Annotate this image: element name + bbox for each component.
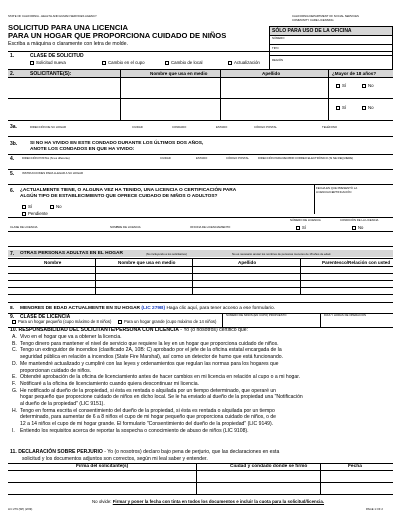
certification-text: Obtendré aprobación de la oficina de licenciamiento antes de hacer cambios en mi licencia en relación al cupo o a mi hogar. xyxy=(20,374,301,381)
certification-text: determinado, para aumentar de 6 a 8 niños el cupo de mi hogar pequeño que proporciona cuidado de niños, o de xyxy=(20,414,277,421)
certification-text: Me mantendré actualizado y cumpliré con las leyes y ordenamientos que regulan las normas para los hogares que xyxy=(20,360,279,367)
section6-number: 6. xyxy=(10,188,15,194)
mailing-address-label: DIRECCIÓN POSTAL (Si es diferente) xyxy=(22,156,70,160)
license-status-yes[interactable]: Sí xyxy=(296,226,306,231)
option-label: Actualización xyxy=(234,60,260,65)
small-home-option[interactable]: Para un hogar pequeño (cupo máximo de 8 niños) xyxy=(12,320,111,325)
option-label: Cambio de local xyxy=(171,60,203,65)
section9-heading: CLASE DE LICENCIA xyxy=(20,314,71,320)
col-signature: Firma del solicitante(s) xyxy=(76,464,129,469)
office-use-title: SÓLO PARA USO DE LA OFICINA xyxy=(270,27,392,36)
section8-number: 8. xyxy=(10,306,15,311)
reminder-prefix: No olvide: xyxy=(92,499,113,504)
section3b-number: 3b. xyxy=(10,141,18,147)
certification-item xyxy=(12,408,303,428)
license-name-label: NOMBRE DE LICENCIA xyxy=(110,225,141,229)
update-checkbox[interactable] xyxy=(228,61,232,65)
reminder-text: Firmar y poner la fecha con tinta en todos los documentos e incluir la cuota para la solicitud/licencia. xyxy=(112,499,325,504)
licensing-office-label: OFICINA DE LICENCIAMIENTO xyxy=(190,225,231,229)
mailing-city-label: CIUDAD xyxy=(160,156,171,160)
certification-item xyxy=(12,381,303,388)
section3a-number: 3a. xyxy=(10,124,17,130)
certification-item xyxy=(12,341,303,348)
section11-text-1: - Yo (o nosotros) declaro bajo pena de perjurio, que las declaraciones en esta xyxy=(102,449,280,455)
home-state-label: ESTADO xyxy=(216,125,228,129)
section8-tail: para tener acceso a ese formulario. xyxy=(199,306,275,311)
page-number: PAGE 1 OF 2 xyxy=(366,507,383,511)
certification-item xyxy=(12,374,303,381)
certification-letter: C. xyxy=(12,347,18,354)
certification-letter: H. xyxy=(12,407,18,414)
col-last-name: Apellido xyxy=(262,70,281,76)
certification-letter: F. xyxy=(12,380,16,387)
section1-option-location[interactable] xyxy=(165,60,202,65)
home-city-label: CIUDAD xyxy=(132,125,143,129)
footer-reminder xyxy=(92,499,324,504)
section9-number: 9. xyxy=(10,314,15,320)
section1-number: 1. xyxy=(10,53,15,59)
certification-text: Vivo en el hogar que va a obtener la licencia. xyxy=(20,334,122,340)
section3b-heading-1: SI NO HA VIVIDO EN ESTE CONDADO DURANTE LOS ÚLTIMOS DOS AÑOS, xyxy=(30,141,204,146)
home-address-label: DIRECCIÓN DE SU HOGAR xyxy=(30,125,67,129)
office-use-box xyxy=(269,26,393,70)
capacity-change-checkbox[interactable] xyxy=(102,61,106,65)
option-label: Solicitud nueva xyxy=(36,60,66,65)
section1-option-update[interactable] xyxy=(228,60,260,65)
section11-heading-line xyxy=(10,449,279,455)
certification-text: Tengo dinero para mantener el nivel de servicio que requiere la ley en un hogar que proporciona cuidado de niños. xyxy=(20,340,279,347)
col-middle-name: Nombre que usa en medio xyxy=(150,70,208,76)
section7-note: (No incluyendo a los solicitantes) xyxy=(146,251,187,256)
certification-text: al dueño de la propiedad" (LIC 9151). xyxy=(20,401,105,408)
license-number-label: NÚMERO DE LICENCIA xyxy=(290,218,321,222)
certification-text: hogar pequeño que proporcione cuidado de niños en dicho local. Se le ha enviado al dueño de la propiedad una "Notificación xyxy=(20,394,303,401)
mailing-state-label: ESTADO xyxy=(196,156,208,160)
col-over-18: ¿Mayor de 18 años? xyxy=(332,70,377,76)
section5-number: 5. xyxy=(10,171,15,177)
section11-number: 11. xyxy=(10,449,17,455)
section6-yes[interactable]: Sí xyxy=(22,204,32,209)
office-region-label: REGIÓN xyxy=(272,58,284,62)
proposed-capacity-label: NÚMERO DE NIÑOS (EN CUPO) PROPUESTO xyxy=(226,313,287,317)
certification-item xyxy=(12,361,303,374)
section10-number: 10. xyxy=(10,327,18,333)
location-change-checkbox[interactable] xyxy=(165,61,169,65)
certification-text: Notificaré a la oficina de licenciamiento cuando quiera descontinuar mi licencia. xyxy=(20,380,199,387)
section2-heading: SOLICITANTE(S): xyxy=(30,70,72,77)
section8-line xyxy=(20,306,275,311)
section6-heading-2: ALGÚN TIPO DE ESTABLECIMIENTO QUE OFRECE CUIDADO DE NIÑOS O ADULTOS? xyxy=(20,194,218,199)
section3b-heading-2: ANOTE LOS CONDADOS EN QUE HA VIVIDO: xyxy=(30,147,135,152)
certification-item xyxy=(12,428,303,435)
certification-letter: D. xyxy=(12,360,18,367)
agency-right: CALIFORNIA DEPARTMENT OF SOCIAL SERVICES xyxy=(292,14,359,18)
form-title-line1: SOLICITUD PARA UNA LICENCIA xyxy=(8,23,128,32)
agency-left: STATE OF CALIFORNIA - HEALTH AND HUMAN SERVICES AGENCY xyxy=(8,14,97,18)
certification-letter: G. xyxy=(12,387,18,394)
home-county-label: CONDADO xyxy=(172,125,187,129)
form-subtitle: Escriba a máquina o claramente con letra de molde. xyxy=(8,41,128,47)
section1-option-new[interactable] xyxy=(30,60,66,65)
license-date-label-2: LICENCIA/CERTIFICACIÓN xyxy=(316,190,352,194)
certification-item xyxy=(12,388,303,408)
section1-option-capacity[interactable] xyxy=(102,60,145,65)
certification-text: 12 a 14 niños el cupo de mi hogar grande. El formulario "Consentimiento del dueño de la propiedad" (LIC 9149). xyxy=(20,421,274,428)
section10-intro: - Yo (o nosotros) certifico que: xyxy=(178,327,248,333)
certification-item xyxy=(12,334,303,341)
directions-label: INSTRUCCIONES PARA LLEGAR A SU HOGAR xyxy=(22,171,84,175)
new-app-checkbox[interactable] xyxy=(30,61,34,65)
section7-note2: No es necesario anotar los nombres de personas menores de 18 años de edad. xyxy=(232,251,332,256)
option-label: Cambio en el cupo xyxy=(108,60,145,65)
section7-number: 7. xyxy=(10,251,15,257)
section6-heading-1: ¿ACTUALMENTE TIENE, O ALGUNA VEZ HA TENIDO, UNA LICENCIA O CERTIFICACIÓN PARA xyxy=(20,188,237,193)
license-date-label-1: FECHA EN QUE PRESENTÓ LA xyxy=(316,186,358,190)
section10-heading: RESPONSABILIDAD DEL SOLICITANTE/PERSONA CON LICENCIA xyxy=(18,327,179,333)
email-label: DIRECCIÓN PARA RECIBIR CORREO ELECTRÓNICO (SI NE REQUIERE) xyxy=(258,156,354,160)
col-adult-last: Apellido xyxy=(238,260,257,265)
click-here-link[interactable]: Haga clic aquí, xyxy=(166,306,199,311)
form-title-line2: PARA UN HOGAR QUE PROPORCIONA CUIDADO DE NIÑOS xyxy=(8,31,227,40)
col-signed-date: Fecha xyxy=(348,464,362,469)
col-adult-relation: Parentesco/Relación con usted xyxy=(322,260,391,265)
certification-text: Tengo en forma escrita el consentimiento del dueño de la propiedad, si ésta es rentada o alquilada por un tiempo xyxy=(20,407,275,414)
section11-heading: DECLARACIÓN SOBRE PERJURIO xyxy=(18,449,103,455)
applicant1-over18-yes[interactable]: Sí xyxy=(336,83,346,88)
home-zip-label: CÓDIGO POSTAL xyxy=(254,125,277,129)
form-lic279b-link[interactable]: (LIC 279B) xyxy=(141,306,166,311)
license-class-label: CLASE DE LICENCIA xyxy=(10,225,38,229)
section11-text-2: solicitud y los documentos adjuntos son correctos, según mi leal saber y entender. xyxy=(22,455,208,462)
certification-letter: B. xyxy=(12,340,17,347)
certification-text: proporcionan cuidado de niños. xyxy=(20,367,92,374)
certification-letter: I. xyxy=(12,427,15,434)
office-type-label: TIPO xyxy=(272,46,279,50)
division-right: COMMUNITY CARE LICENSING xyxy=(292,18,334,22)
license-status-no[interactable]: No xyxy=(352,226,363,231)
section4-number: 4. xyxy=(10,156,15,162)
large-home-option[interactable]: Para un hogar grande (cupo máximo de 14 niños) xyxy=(118,320,216,325)
certification-item xyxy=(12,347,303,360)
license-status-label: CONDICIÓN DE LA LICENCIA xyxy=(340,218,379,222)
col-adult-name: Nombre xyxy=(44,260,62,265)
certification-list xyxy=(12,334,303,435)
applicant1-over18-no[interactable]: No xyxy=(362,83,374,88)
certification-letter: A. xyxy=(12,334,17,340)
form-id: LIC 279 (SP) (2/09) xyxy=(8,507,33,511)
certification-letter: E. xyxy=(12,374,17,381)
certification-text: Tengo un extinguidor de incendios (clasificado 2A, 10B: C) aprobado por el jefe de la oficina estatal encargada de la xyxy=(20,347,282,354)
section6-pending[interactable]: Pendiente xyxy=(22,211,48,216)
mailing-zip-label: CÓDIGO POSTAL xyxy=(226,156,249,160)
certification-text: He notificado al dueño de la propiedad, si ésta es rentada o alquilada por un tiempo determinado, que operaré un xyxy=(20,387,276,394)
col-signed-city: Ciudad y condado donde se firmó xyxy=(230,464,308,469)
office-number-label: NÚMERO xyxy=(272,36,285,40)
section1-heading: CLASE DE SOLICITUD xyxy=(30,53,84,59)
applicant2-over18-yes[interactable]: Sí xyxy=(336,105,346,110)
col-adult-middle: Nombre que usa en medio xyxy=(118,260,176,265)
section8-text: MENORES DE EDAD ACTUALMENTE EN SU HOGAR xyxy=(20,306,141,311)
home-phone-label: TELÉFONO xyxy=(322,125,338,129)
certification-text: Entiendo los requisitos acerca de reportar la sospecha o conocimiento de abuso de niños (LIC 9108). xyxy=(20,427,249,434)
section7-heading: OTRAS PERSONAS ADULTAS EN EL HOGAR xyxy=(20,251,123,256)
section2-number: 2. xyxy=(10,70,15,77)
section6-no[interactable]: No xyxy=(50,204,62,209)
applicant2-over18-no[interactable]: No xyxy=(362,105,374,110)
section10-heading-line xyxy=(10,327,248,333)
certification-text: seguridad pública en relación a incendios (State Fire Marshal), así como un detector de humo que está funcionando. xyxy=(20,354,284,361)
operation-hours-label: DÍAS Y HORAS DE OPERACIÓN xyxy=(324,313,367,317)
